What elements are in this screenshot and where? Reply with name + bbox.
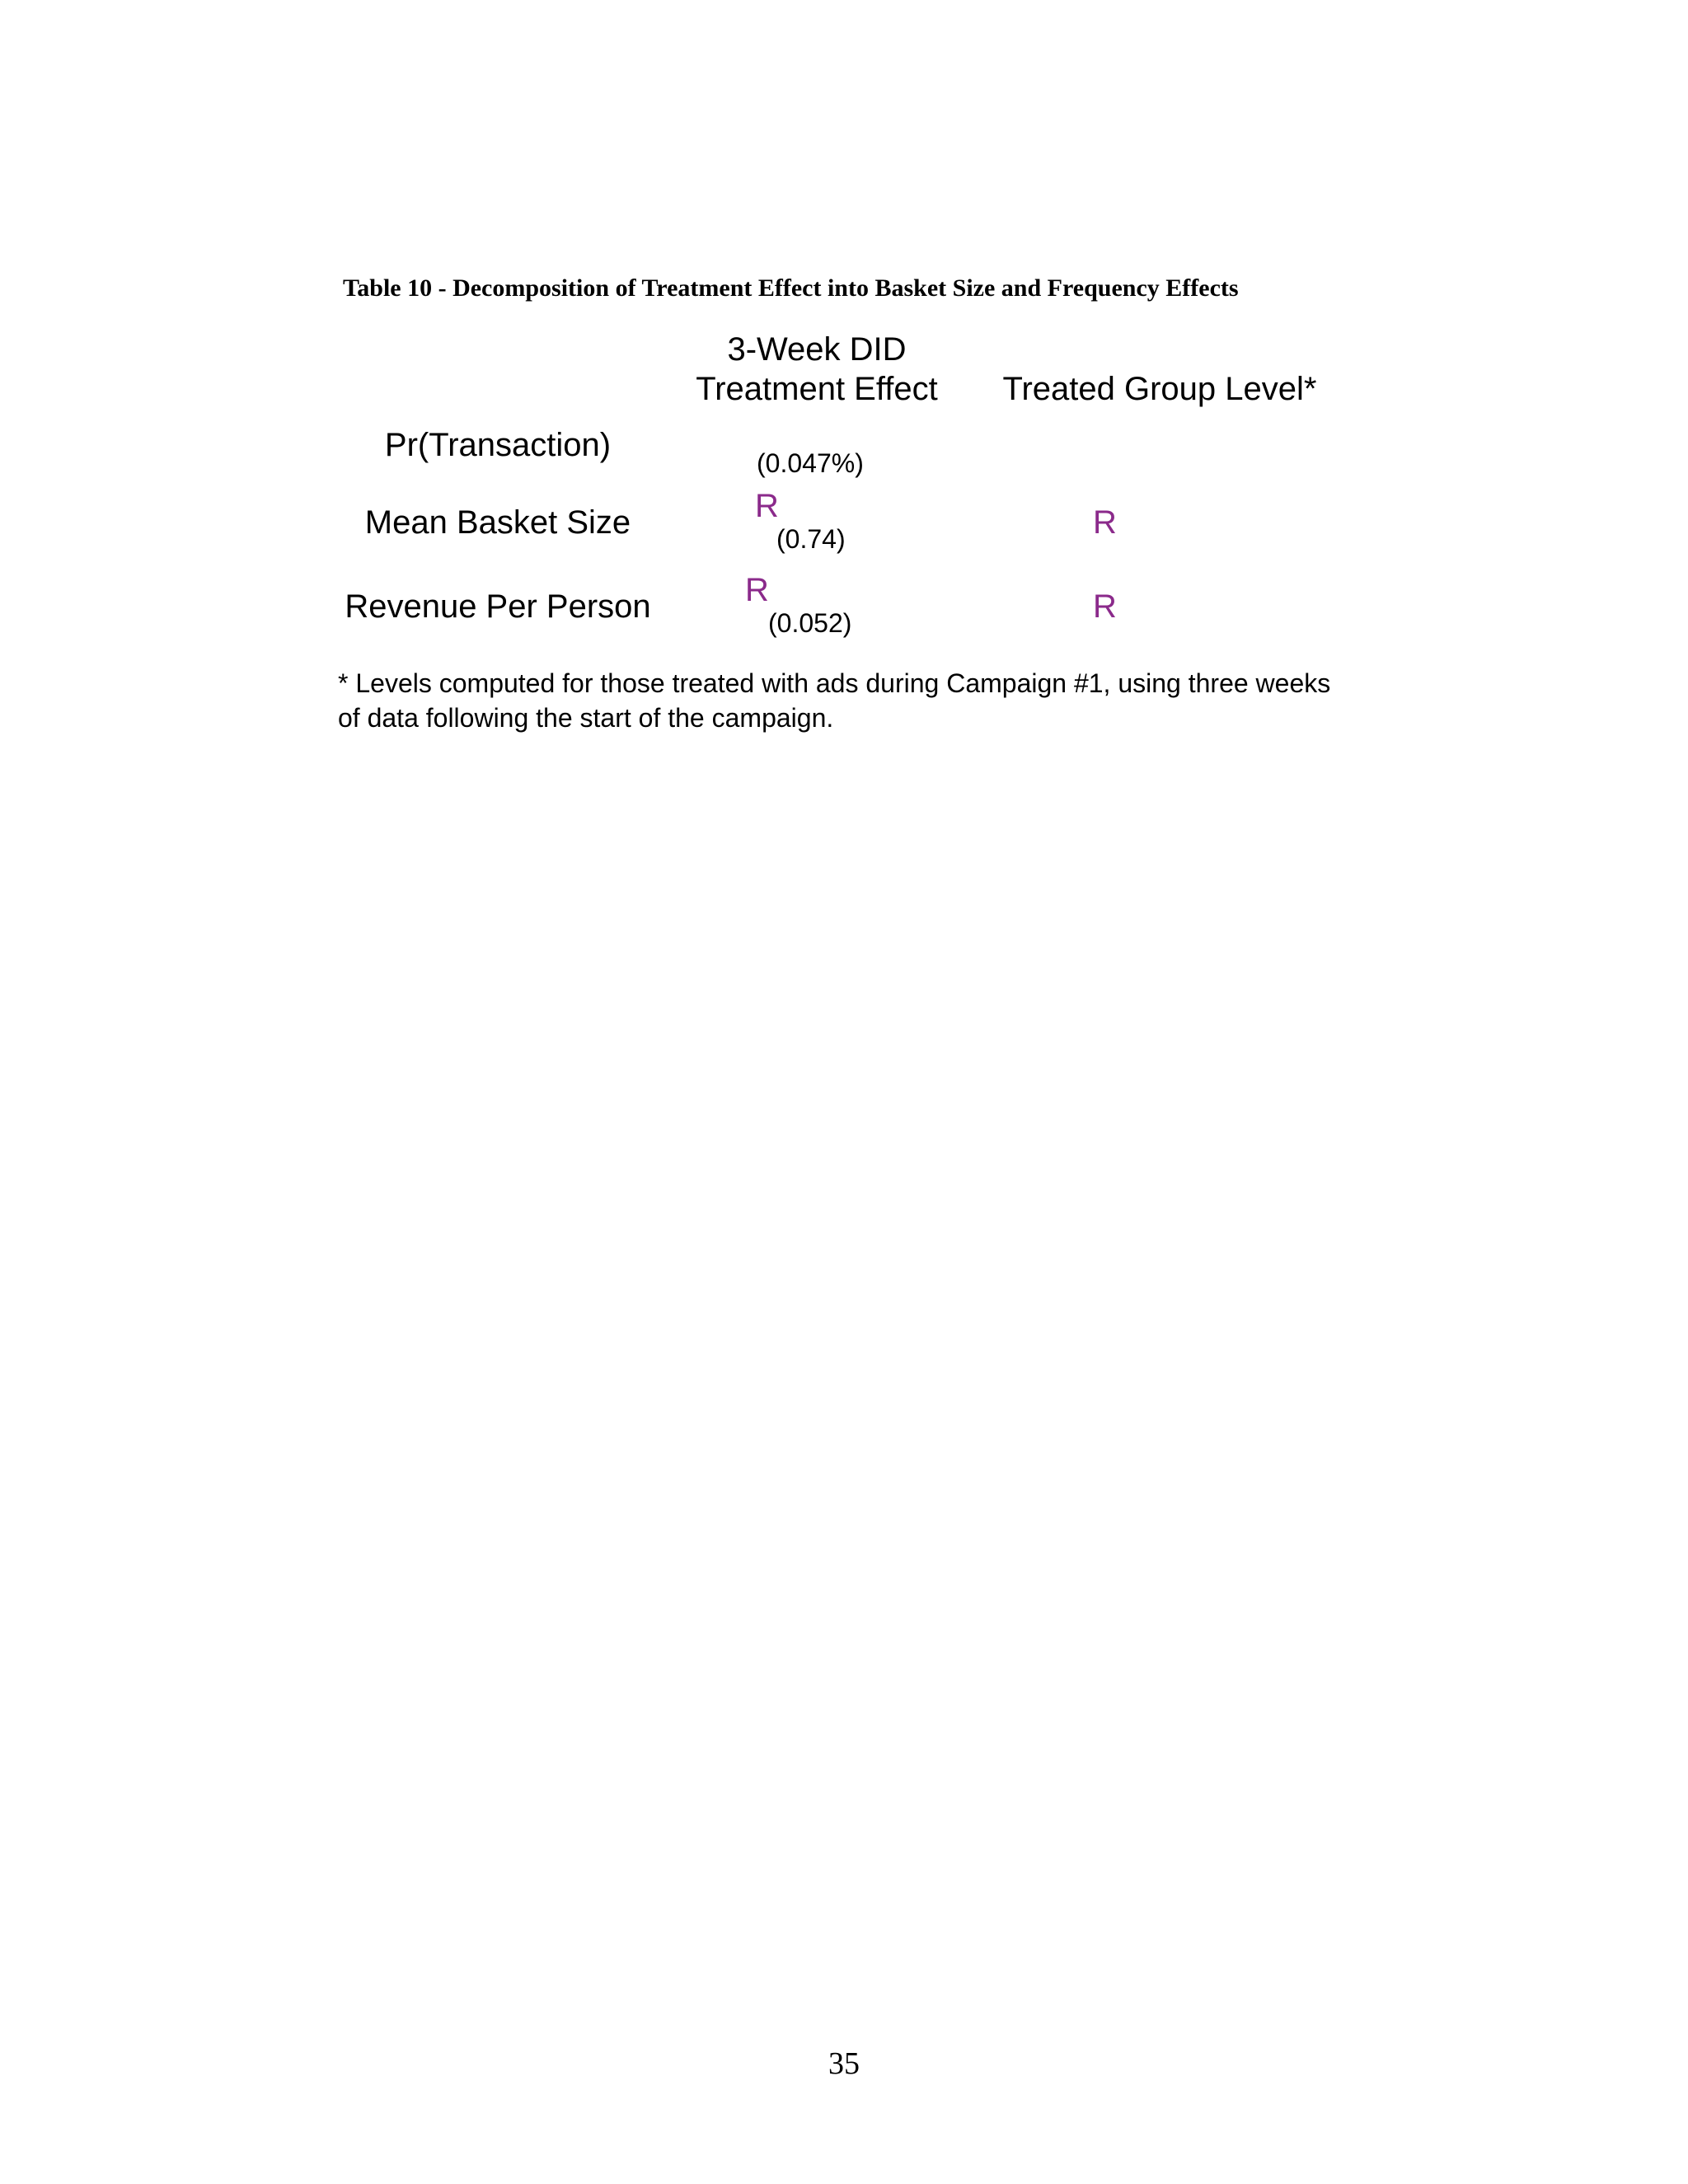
page-number: 35 (828, 2046, 860, 2081)
level-mark-mean-basket-size: R (1093, 504, 1117, 541)
effect-mark-mean-basket-size: R (755, 488, 779, 524)
row-label-mean-basket-size: Mean Basket Size (364, 504, 631, 541)
row-label-pr-transaction: Pr(Transaction) (384, 427, 612, 463)
level-mark-revenue-per-person: R (1093, 588, 1117, 625)
row-label-revenue-per-person: Revenue Per Person (345, 588, 651, 625)
table-footnote: * Levels computed for those treated with ads during Campaign #1, using three weeks of data following the start of the campaign. (338, 668, 1331, 733)
effect-se-pr-transaction: (0.047%) (757, 448, 864, 478)
column-header-line: Treatment Effect (696, 371, 938, 407)
column-header-line: 3-Week DID (727, 331, 907, 368)
effect-se-mean-basket-size: (0.74) (776, 524, 846, 554)
effect-se-revenue-per-person: (0.052) (768, 608, 852, 638)
effect-mark-revenue-per-person: R (745, 572, 769, 608)
table-caption: Table 10 - Decomposition of Treatment Effect into Basket Size and Frequency Effects (343, 274, 1239, 302)
column-header-treated-group-level: Treated Group Level* (1002, 371, 1317, 407)
column-header-treatment-effect (692, 330, 941, 409)
